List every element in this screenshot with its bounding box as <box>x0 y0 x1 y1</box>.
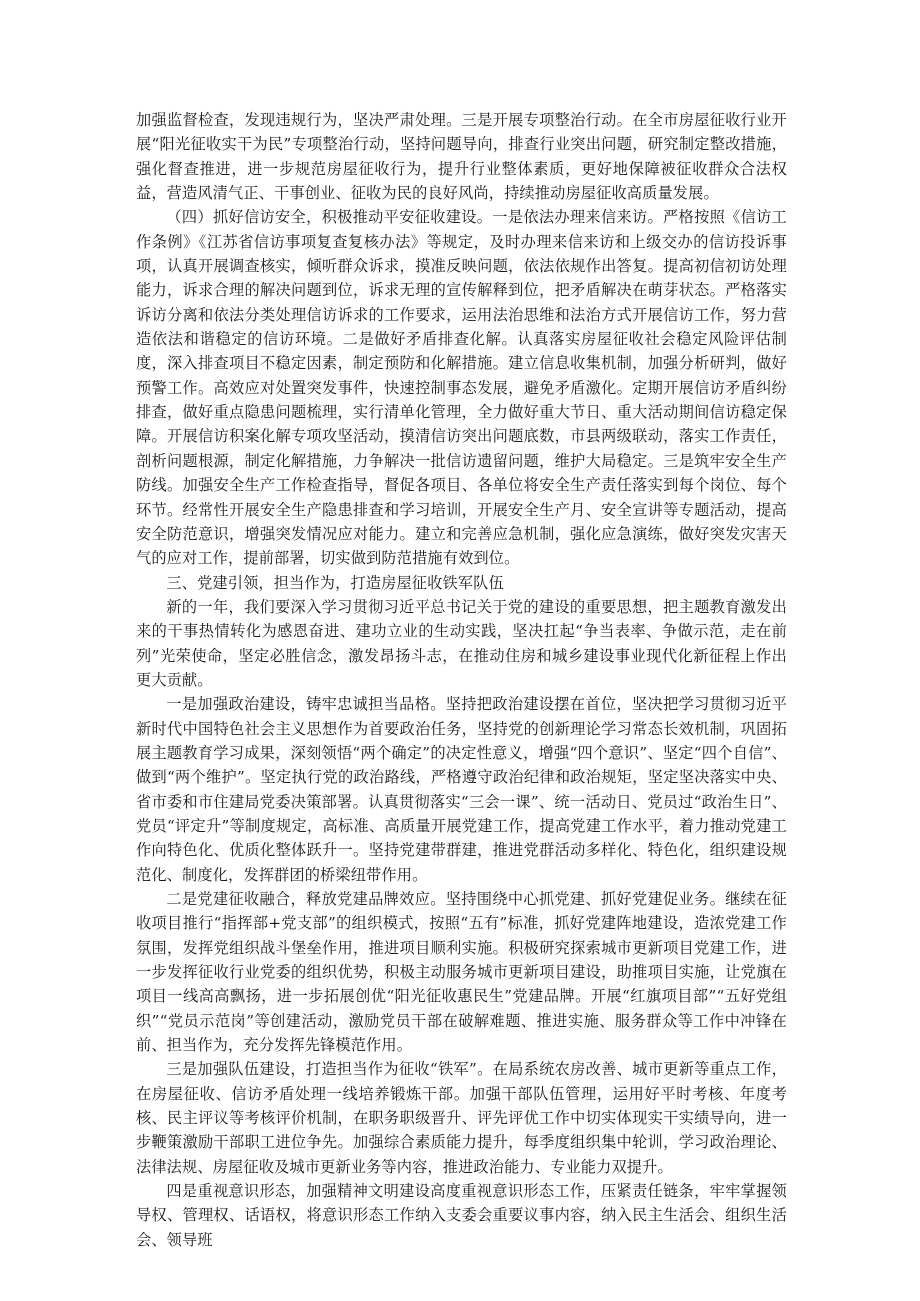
paragraph-political-construction: 一是加强政治建设，铸牢忠诚担当品格。坚持把政治建设摆在首位，坚决把学习贯彻习近平新时代中国特色社会主义思想作为首要政治任务，坚持党的创新理论学习常态长效机制，巩固拓展主题教育学习成果，深刻领悟“两个确定”的决定性意义，增强“四个意识”、坚定“四个自信”、做到“两个维护”。坚定执行党的政治路线，严格遵守政治纪律和政治规矩，坚定坚决落实中央、省市委和市住建局党委决策部署。认真贯彻落实“三会一课”、统一活动日、党员过“政治生日”、党员“评定升”等制度规定，高标准、高质量开展党建工作，提高党建工作水平，着力推动党建工作向特色化、优质化整体跃升一。坚持党建带群建，推进党群活动多样化、特色化，组织建设规范化、制度化，发挥群团的桥梁纽带作用。 <box>136 695 787 884</box>
document-page <box>136 108 787 1252</box>
paragraph-ideology: 四是重视意识形态，加强精神文明建设高度重视意识形态工作，压紧责任链条，牢牢掌握领导权、管理权、话语权，将意识形态工作纳入支委会重要议事内容，纳入民主生活会、组织生活会、领导班 <box>136 1182 787 1249</box>
paragraph-party-integration: 二是党建征收融合，释放党建品牌效应。坚持围绕中心抓党建、抓好党建促业务。继续在征收项目推行“指挥部+党支部”的组织模式，按照“五有”标准，抓好党建阵地建设，造浓党建工作氛围，发挥党组织战斗堡垒作用，推进项目顺利实施。积极研究探索城市更新项目党建工作，进一步发挥征收行业党委的组织优势，积极主动服务城市更新项目建设，助推项目实施，让党旗在项目一线高高飘扬，进一步拓展创优“阳光征收惠民生”党建品牌。开展“红旗项目部”“五好党组织”“党员示范岗”等创建活动，激励党员干部在破解难题、推进实施、服务群众等工作中冲锋在前、担当作为，充分发挥先锋模范作用。 <box>136 890 787 1055</box>
paragraph-team-building: 三是加强队伍建设，打造担当作为征收“铁军”。在局系统农房改善、城市更新等重点工作，在房屋征收、信访矛盾处理一线培养锻炼干部。加强干部队伍管理，运用好平时考核、年度考核、民主评议等考核评价机制，在职务职级晋升、评先评优工作中切实体现实干实绩导向，进一步鞭策激励干部职工进位争先。加强综合素质能力提升，每季度组织集中轮训，学习政治理论、法律法规、房屋征收及城市更新业务等内容，推进政治能力、专业能力双提升。 <box>136 1060 787 1176</box>
paragraph-petition-safety: （四）抓好信访安全，积极推动平安征收建设。一是依法办理来信来访。严格按照《信访工作条例》《江苏省信访事项复查复核办法》等规定，及时办理来信来访和上级交办的信访投诉事项，认真开展调查核实，倾听群众诉求，摸准反映问题，依法依规作出答复。提高初信初访处理能力，诉求合理的解决问题到位，诉求无理的宣传解释到位，把矛盾解决在萌芽状态。严格落实诉访分离和依法分类处理信访诉求的工作要求，运用法治思维和法治方式开展信访工作，努力营造依法和谐稳定的信访环境。二是做好矛盾排查化解。认真落实房屋征收社会稳定风险评估制度，深入排查项目不稳定因素，制定预防和化解措施。建立信息收集机制，加强分析研判，做好预警工作。高效应对处置突发事件，快速控制事态发展，避免矛盾激化。定期开展信访矛盾纠纷排查，做好重点隐患问题梳理，实行清单化管理，全力做好重大节日、重大活动期间信访稳定保障。开展信访积案化解专项攻坚活动，摸清信访突出问题底数，市县两级联动，落实工作责任，剖析问题根源，制定化解措施，力争解决一批信访遗留问题，维护大局稳定。三是筑牢安全生产防线。加强安全生产工作检查指导，督促各项目、各单位将安全生产责任落实到每个岗位、每个环节。经常性开展安全生产隐患排查和学习培训，开展安全生产月、安全宣讲等专题活动，提高安全防范意识，增强突发情况应对能力。建立和完善应急机制，强化应急演练，做好突发灾害天气的应对工作，提前部署，切实做到防范措施有效到位。 <box>136 208 787 568</box>
paragraph-new-year-intro: 新的一年，我们要深入学习贯彻习近平总书记关于党的建设的重要思想，把主题教育激发出来的干事热情转化为感恩奋进、建功立业的生动实践，坚决扛起“争当表率、争做示范，走在前列”光荣使命，坚定必胜信念，激发昂扬斗志，在推动住房和城乡建设事业现代化新征程上作出更大贡献。 <box>136 597 787 689</box>
section-heading-party-building: 三、党建引领，担当作为，打造房屋征收铁军队伍 <box>166 573 504 592</box>
paragraph-supervision: 加强监督检查，发现违规行为，坚决严肃处理。三是开展专项整治行动。在全市房屋征收行业开展“阳光征收实干为民”专项整治行动，坚持问题导向，排查行业突出问题，研究制定整改措施，强化督查推进，进一步规范房屋征收行为，提升行业整体素质，更好地保障被征收群众合法权益，营造风清气正、干事创业、征收为民的良好风尚，持续推动房屋征收高质量发展。 <box>136 111 787 203</box>
